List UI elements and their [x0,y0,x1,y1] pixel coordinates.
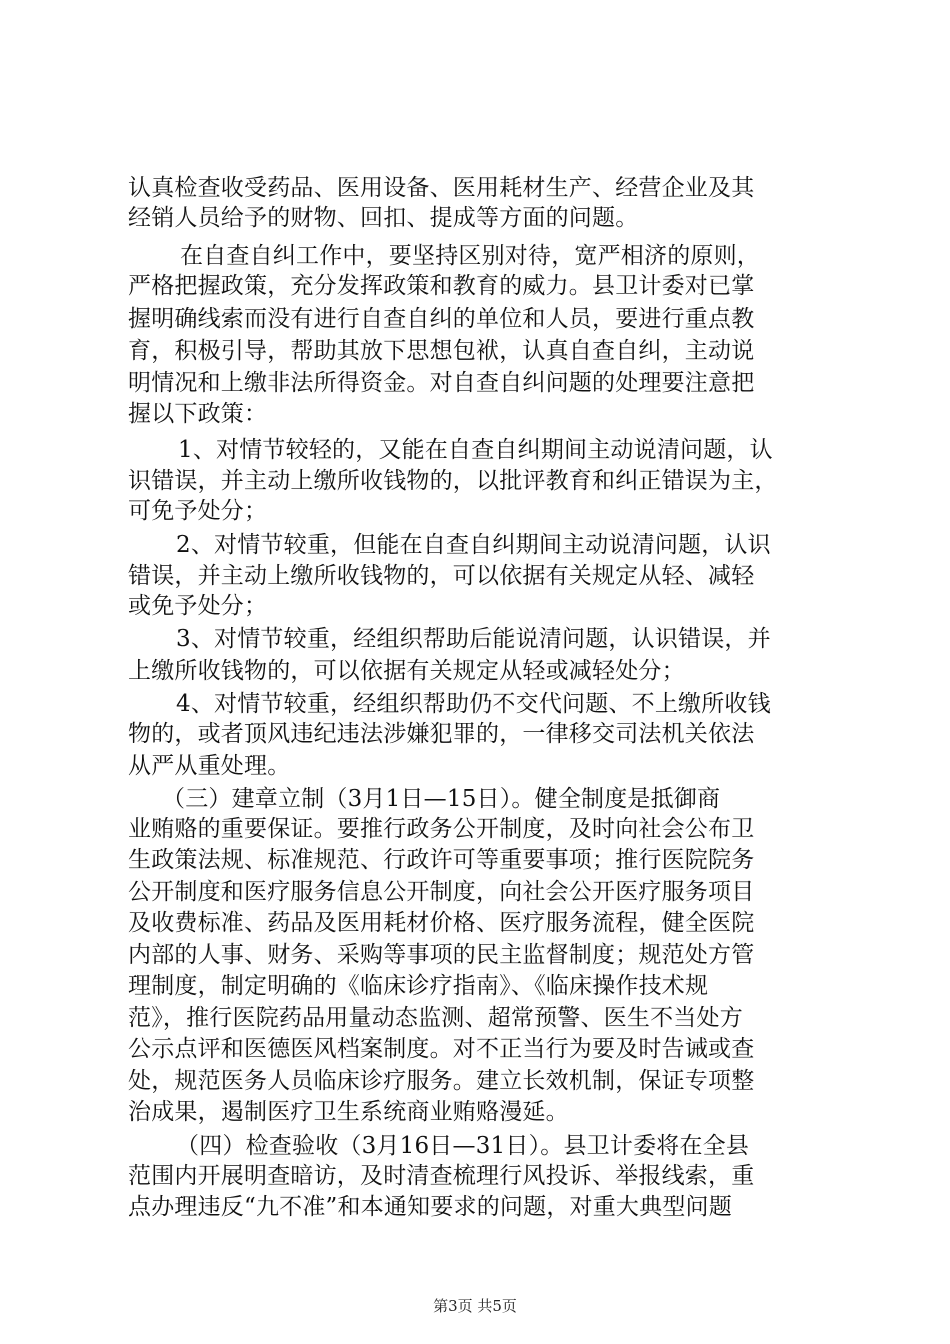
text-line: 明情况和上缴非法所得资金。对自查自纠问题的处理要注意把 [128,370,755,396]
text-line: 握以下政策： [128,401,268,427]
text-line: 内部的人事、财务、采购等事项的民主监督制度；规范处方管 [128,942,755,968]
text-line: 生政策法规、标准规范、行政许可等重要事项；推行医院院务 [128,847,755,873]
text-line: 经销人员给予的财物、回扣、提成等方面的问题。 [128,205,639,231]
text-line: 物的，或者顶风违纪违法涉嫌犯罪的，一律移交司法机关依法 [128,721,755,747]
text-line: 可免予处分； [128,498,268,524]
text-line: 1、对情节较轻的，又能在自查自纠期间主动说清问题，认 [178,437,773,463]
text-line: 范》，推行医院药品用量动态监测、超常预警、医生不当处方 [128,1005,743,1031]
text-line: 或免予处分； [128,593,268,619]
text-line: （四）检查验收（3月16日—31日）。县卫计委将在全县 [176,1133,750,1159]
text-line: 严格把握政策，充分发挥政策和教育的威力。县卫计委对已掌 [128,273,755,299]
text-line: 处，规范医务人员临床诊疗服务。建立长效机制，保证专项整 [128,1068,755,1094]
text-line: 育，积极引导，帮助其放下思想包袱，认真自查自纠，主动说 [128,338,755,364]
text-line: 在自查自纠工作中，要坚持区别对待，宽严相济的原则， [180,243,760,269]
text-line: 识错误，并主动上缴所收钱物的，以批评教育和纠正错误为主， [128,468,778,494]
text-line: 点办理违反“九不准”和本通知要求的问题，对重大典型问题 [128,1194,732,1220]
text-line: 3、对情节较重，经组织帮助后能说清问题，认识错误，并 [176,626,771,652]
text-line: 认真检查收受药品、医用设备、医用耗材生产、经营企业及其 [128,175,755,201]
text-line: 从严从重处理。 [128,753,291,779]
text-line: 业贿赂的重要保证。要推行政务公开制度，及时向社会公布卫 [128,816,755,842]
text-line: 治成果，遏制医疗卫生系统商业贿赂漫延。 [128,1099,569,1125]
text-line: 2、对情节较重，但能在自查自纠期间主动说清问题，认识 [176,532,771,558]
text-line: 及收费标准、药品及医用耗材价格、医疗服务流程，健全医院 [128,910,755,936]
text-line: 范围内开展明查暗访，及时清查梳理行风投诉、举报线索，重 [128,1163,755,1189]
text-line: 错误，并主动上缴所收钱物的，可以依据有关规定从轻、减轻 [128,563,755,589]
text-line: 握明确线索而没有进行自查自纠的单位和人员，要进行重点教 [128,306,755,332]
text-line: （三）建章立制（3月1日—15日）。健全制度是抵御商 [162,786,721,812]
text-line: 公示点评和医德医风档案制度。对不正当行为要及时告诫或查 [128,1036,755,1062]
text-line: 理制度，制定明确的《临床诊疗指南》、《临床操作技术规 [128,973,709,999]
text-line: 上缴所收钱物的，可以依据有关规定从轻或减轻处分； [128,658,685,684]
text-line: 公开制度和医疗服务信息公开制度，向社会公开医疗服务项目 [128,879,755,905]
page-number-footer: 第3页 共5页 [433,1297,517,1315]
text-line: 4、对情节较重，经组织帮助仍不交代问题、不上缴所收钱 [176,691,771,717]
